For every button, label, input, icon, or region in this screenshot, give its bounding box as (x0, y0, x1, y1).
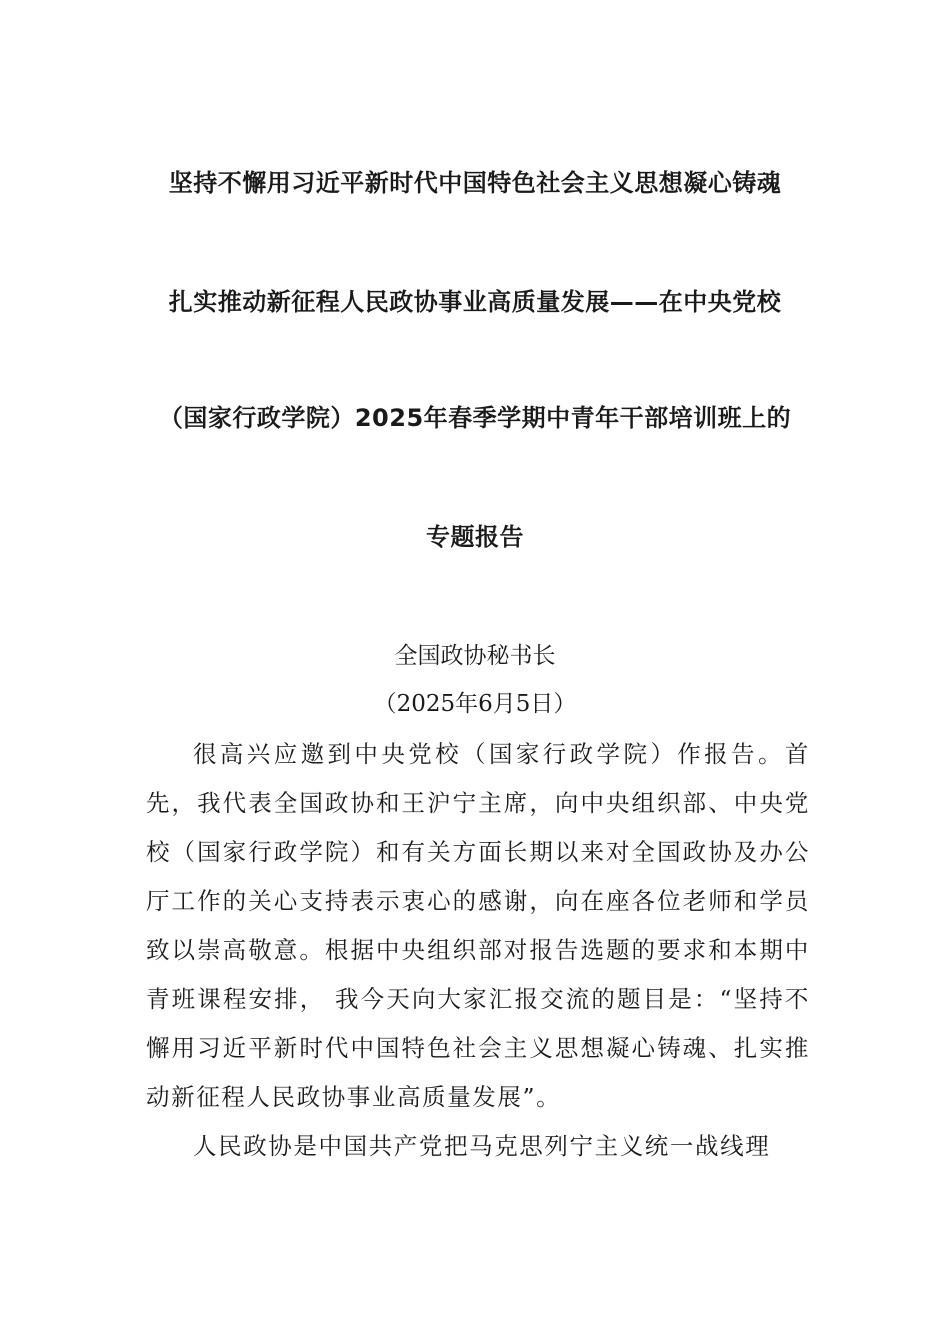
date-line: （2025年6月5日） (373, 691, 577, 717)
title-line-4: 专题报告 (426, 523, 524, 551)
paragraph-2: 人民政协是中国共产党把马克思列宁主义统一战线理 (193, 1132, 771, 1160)
title-line-3: （国家行政学院）2025年春季学期中青年干部培训班上的 (158, 404, 792, 432)
title-line-1: 坚持不懈用习近平新时代中国特色社会主义思想凝心铸魂 (168, 169, 782, 197)
title-line-2: 扎实推动新征程人民政协事业高质量发展——在中央党校 (168, 288, 782, 316)
paragraph-1: 很高兴应邀到中央党校（国家行政学院）作报告。首先，我代表全国政协和王沪宁主席，向中央组织部、中央党校（国家行政学院）和有关方面长期以来对全国政协及办公厅工作的关心支持表示衷心的感谢，向在座各位老师和学员致以崇高敬意。根据中央组织部对报告选题的要求和本期中青班课程安排， 我今天向大家汇报交流的题目是：“坚持不懈用习近平新时代中国特色社会主义思想凝心铸魂、扎实推动新征程人民政协事业高质量发展”。 (146, 740, 810, 1111)
author-line: 全国政协秘书长 (394, 643, 556, 669)
body-text (146, 730, 810, 1171)
